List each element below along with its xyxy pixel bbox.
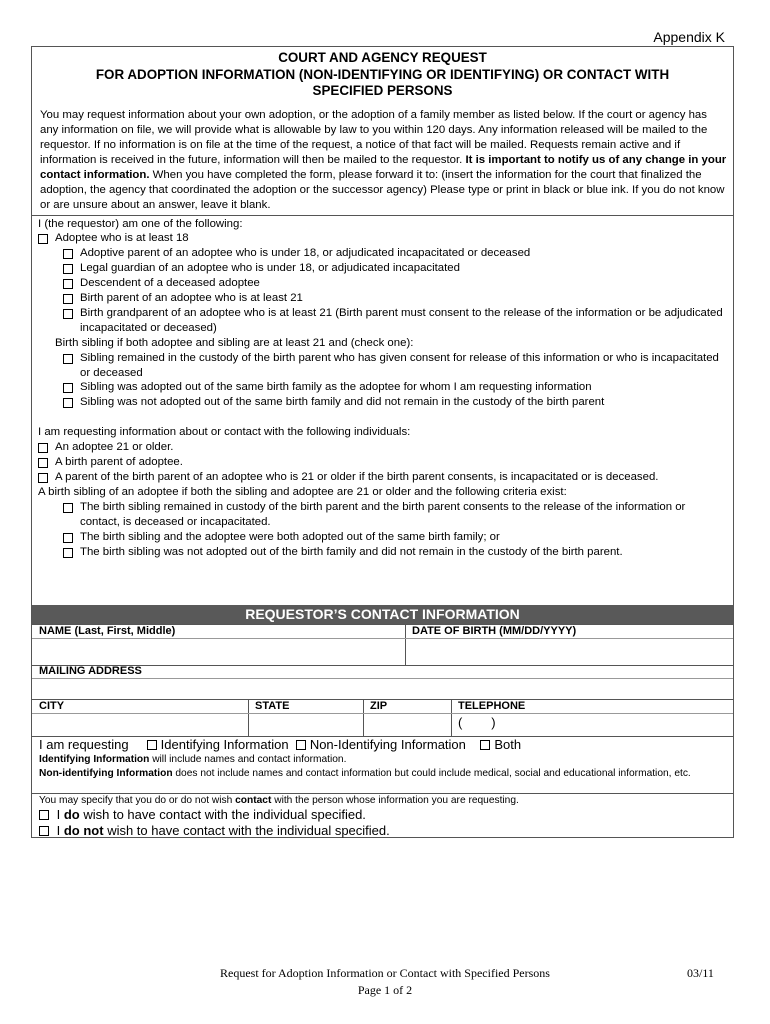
about-heading: I am requesting information about or contact with the following individuals: (38, 426, 411, 439)
nonidentifying-note: Non-identifying Information does not include names and contact information but could include medical, social and educational information, etc. (39, 768, 691, 779)
title-line-2: FOR ADOPTION INFORMATION (NON-IDENTIFYING OR IDENTIFYING) OR CONTACT WITH (95, 66, 670, 82)
zip-input[interactable] (364, 714, 450, 736)
title-line-3: SPECIFIED PERSONS (312, 83, 453, 98)
mailing-input[interactable] (32, 679, 733, 699)
requesting-row (39, 737, 521, 752)
checkbox-adoptee-21[interactable]: An adoptee 21 or older. (38, 440, 727, 455)
checkbox-adoptive-parent[interactable]: Adoptive parent of an adoptee who is under 18, or adjudicated incapacitated or deceased (38, 246, 727, 261)
checkbox-sibling-not-adopted[interactable]: Sibling was not adopted out of the same birth family and did not remain in the custody of the birth parent (38, 395, 727, 410)
footer-page: Page 1 of 2 (357, 983, 413, 997)
checkbox-birth-parent[interactable]: Birth parent of an adoptee who is at least 21 (38, 291, 727, 306)
checkbox-do-contact[interactable]: I do wish to have contact with the individual specified. (39, 807, 366, 822)
sibling-heading: Birth sibling if both adoptee and sibling are at least 21 and (check one): (55, 336, 414, 349)
appendix-label: Appendix K (653, 29, 725, 45)
checkbox-icon[interactable] (63, 249, 73, 259)
footer-title: Request for Adoption Information or Contact with Specified Persons (220, 966, 550, 980)
phone-parens: ( ) (458, 715, 496, 730)
checkbox-icon[interactable] (63, 294, 73, 304)
mailing-label: MAILING ADDRESS (39, 665, 142, 677)
checkbox-non-identifying[interactable]: Non-Identifying Information (296, 737, 466, 752)
checkbox-icon[interactable] (63, 398, 73, 408)
checkbox-icon[interactable] (63, 309, 73, 319)
checkbox-icon[interactable] (63, 533, 73, 543)
dob-label: DATE OF BIRTH (MM/DD/YYYY) (412, 625, 577, 637)
form-frame (31, 46, 734, 838)
checkbox-legal-guardian[interactable]: Legal guardian of an adoptee who is under 18, or adjudicated incapacitated (38, 261, 727, 276)
city-input[interactable] (32, 714, 247, 736)
checkbox-descendent[interactable]: Descendent of a deceased adoptee (38, 276, 727, 291)
checkbox-identifying[interactable]: Identifying Information (147, 737, 289, 752)
identifying-note: Identifying Information will include names and contact information. (39, 754, 347, 765)
checkbox-icon[interactable] (63, 383, 73, 393)
state-input[interactable] (249, 714, 362, 736)
city-label: CITY (39, 700, 65, 712)
telephone-label: TELEPHONE (458, 700, 526, 712)
requestor-heading: I (the requestor) am one of the following: (38, 217, 243, 230)
checkbox-icon[interactable] (63, 264, 73, 274)
checkbox-icon[interactable] (38, 473, 48, 483)
checkbox-icon[interactable] (63, 354, 73, 364)
checkbox-sibling-remained[interactable]: Sibling remained in the custody of the birth parent who has given consent for release of this information or who is incapacitated or deceased (38, 351, 727, 381)
checkbox-icon[interactable] (63, 548, 73, 558)
checkbox-birth-grandparent[interactable]: Birth grandparent of an adoptee who is at least 21 (Birth parent must consent to the release of the information or be adjudicated incapacitated or deceased) (38, 306, 727, 336)
name-label: NAME (Last, First, Middle) (39, 625, 176, 637)
checkbox-icon[interactable] (63, 503, 73, 513)
notify-warning: It is important to notify us of any change in your contact information. (40, 153, 727, 181)
checkbox-icon[interactable] (38, 458, 48, 468)
form-title (32, 50, 733, 100)
checkbox-icon[interactable] (63, 279, 73, 289)
name-input[interactable] (32, 639, 404, 665)
zip-label: ZIP (370, 700, 388, 712)
contact-info-bar: REQUESTOR’S CONTACT INFORMATION (32, 605, 733, 624)
requesting-label: I am requesting (39, 737, 129, 752)
checkbox-about-sibling-not-adopted[interactable]: The birth sibling was not adopted out of the birth family and did not remain in the custody of the birth parent. (38, 545, 727, 560)
checkbox-adoptee-18[interactable]: Adoptee who is at least 18 (38, 231, 727, 246)
footer-date: 03/11 (687, 966, 714, 980)
specify-note: You may specify that you do or do not wish contact with the person whose information you are requesting. (39, 795, 519, 806)
checkbox-birth-parent-of-adoptee[interactable]: A birth parent of adoptee. (38, 455, 727, 470)
title-line-1: COURT AND AGENCY REQUEST (278, 50, 487, 65)
state-label: STATE (255, 700, 290, 712)
intro-paragraph: You may request information about your own adoption, or the adoption of a family member as listed below. If the court or agency has any information on file, we will provide what is allowable by law to you within 120 days. Any information released will be mailed to the requestor. If no information is on file at the time of the request, a notice of that fact will be mailed. Requests remain active and if information is received in the future, information will then be mailed to the requestor. It is important to notify us of any change in your contact information. When you have completed the form, please forward it to: (insert the information for the court that finalized the adoption, the agency that coordinated the adoption or the successor agency) Please type or print in black or blue ink. If you do not know or are unsure about an answer, leave it blank. (32, 106, 733, 216)
requestor-section (32, 216, 733, 560)
checkbox-about-sibling-adopted[interactable]: The birth sibling and the adoptee were both adopted out of the same birth family; or (38, 530, 727, 545)
checkbox-parent-of-birth-parent[interactable]: A parent of the birth parent of an adoptee who is 21 or older if the birth parent consents, is incapacitated or is deceased. (38, 470, 727, 485)
about-sibling-heading: A birth sibling of an adoptee if both the sibling and adoptee are 21 or older and the following criteria exist: (38, 485, 567, 498)
dob-input[interactable] (406, 639, 733, 665)
checkbox-icon[interactable] (38, 234, 48, 244)
checkbox-about-sibling-remained[interactable]: The birth sibling remained in custody of the birth parent and the birth parent consents to the release of the information or contact, is deceased or incapacitated. (38, 500, 727, 530)
checkbox-both[interactable]: Both (480, 737, 521, 752)
checkbox-icon[interactable] (38, 443, 48, 453)
checkbox-sibling-adopted[interactable]: Sibling was adopted out of the same birth family as the adoptee for whom I am requesting information (38, 380, 727, 395)
checkbox-do-not-contact[interactable]: I do not wish to have contact with the individual specified. (39, 823, 390, 838)
